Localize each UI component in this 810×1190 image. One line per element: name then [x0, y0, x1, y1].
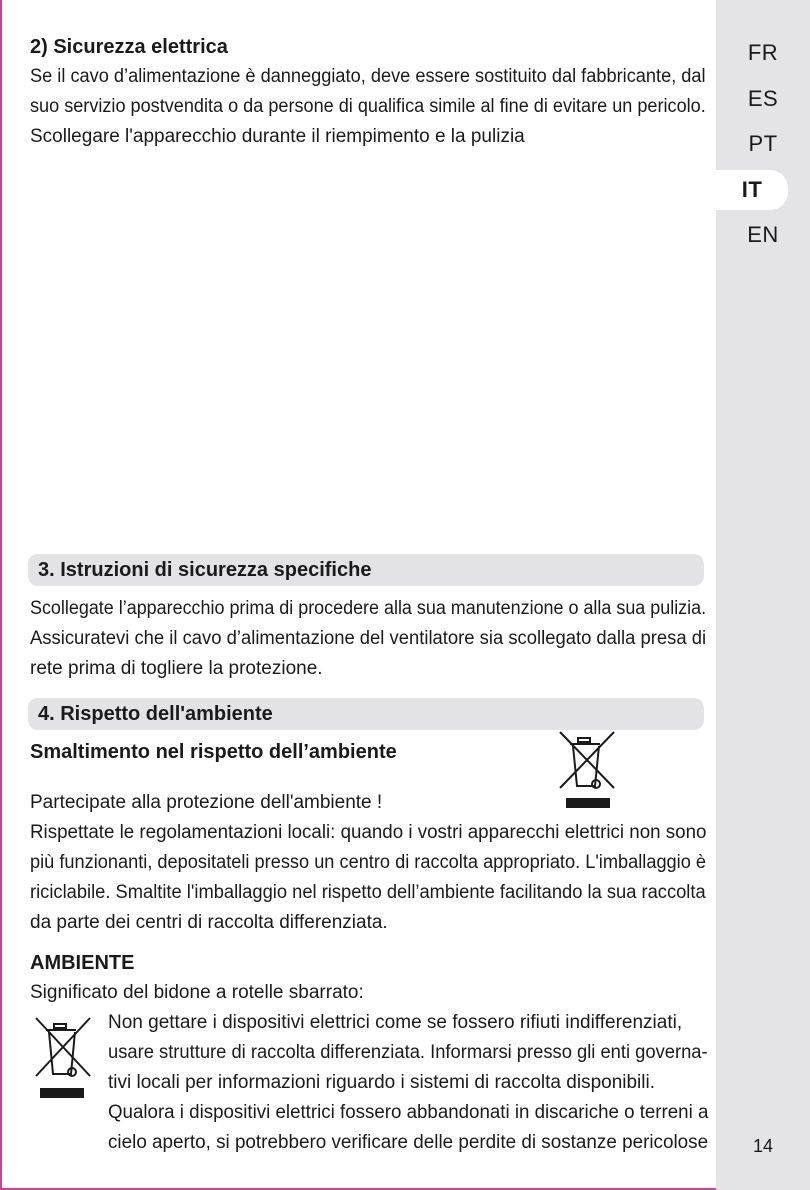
- paragraph-line: Qualora i dispositivi elettrici fossero abbandonati in discariche o terreni a: [108, 1102, 709, 1123]
- paragraph-line: Scollegare l'apparecchio durante il riempimento e la pulizia: [30, 126, 525, 147]
- paragraph-line: Scollegate l’apparecchio prima di procedere alla sua manutenzione o alla sua pulizia.: [30, 598, 707, 619]
- lang-tab-en[interactable]: EN: [747, 222, 779, 247]
- section-header-specific-safety: 3. Istruzioni di sicurezza specifiche: [28, 554, 704, 586]
- lang-tab-es[interactable]: ES: [747, 86, 779, 111]
- paragraph-line: Partecipate alla protezione dell'ambiente !: [30, 792, 383, 813]
- language-rail: [716, 0, 810, 1190]
- paragraph-line: cielo aperto, si potrebbero verificare delle perdite di sostanze pericolose: [108, 1132, 709, 1153]
- section-specific-safety: [30, 594, 706, 684]
- lang-tab-fr[interactable]: FR: [747, 40, 779, 65]
- paragraph-line: usare strutture di raccolta differenziata. Informarsi presso gli enti governa-: [108, 1042, 708, 1063]
- page-number: 14: [752, 1136, 774, 1156]
- paragraph-line: riciclabile. Smaltite l'imballaggio nel rispetto dell’ambiente facilitando la sua raccolta: [30, 882, 706, 903]
- paragraph-line: più funzionanti, depositateli presso un centro di raccolta appropriato. L'imballaggio è: [30, 852, 707, 873]
- paragraph-line: Non gettare i dispositivi elettrici come se fossero rifiuti indifferenziati,: [108, 1012, 683, 1033]
- paragraph-line: Rispettate le regolamentazioni locali: quando i vostri apparecchi elettrici non sono: [30, 822, 707, 843]
- crossed-bin-icon: [556, 728, 620, 812]
- paragraph-line: suo servizio postvendita o da persone di qualifica simile al fine di evitare un pericolo.: [30, 96, 706, 117]
- paragraph-line: rete prima di togliere la protezione.: [30, 658, 323, 679]
- lang-tab-it[interactable]: IT: [716, 170, 788, 210]
- subsection-title: Smaltimento nel rispetto dell’ambiente: [30, 741, 397, 763]
- lang-tab-pt[interactable]: PT: [748, 131, 778, 156]
- section-header-environment: 4. Rispetto dell'ambiente: [28, 698, 704, 730]
- ambiente-body: [108, 1008, 708, 1158]
- ambiente-block: [30, 948, 706, 1008]
- ambiente-heading: AMBIENTE: [30, 952, 135, 974]
- section-title: 2) Sicurezza elettrica: [30, 36, 228, 58]
- paragraph-line: tivi locali per informazioni riguardo i sistemi di raccolta disponibili.: [108, 1072, 656, 1093]
- section-electrical-safety: [30, 32, 706, 152]
- paragraph-line: da parte dei centri di raccolta differenziata.: [30, 912, 388, 933]
- crossed-bin-icon: [32, 1014, 96, 1100]
- paragraph-line: Significato del bidone a rotelle sbarrato:: [30, 982, 364, 1003]
- paragraph-line: Assicuratevi che il cavo d’alimentazione del ventilatore sia scollegato dalla presa di: [30, 628, 707, 649]
- paragraph-line: Se il cavo d’alimentazione è danneggiato, deve essere sostituito dal fabbricante, dal: [30, 66, 706, 87]
